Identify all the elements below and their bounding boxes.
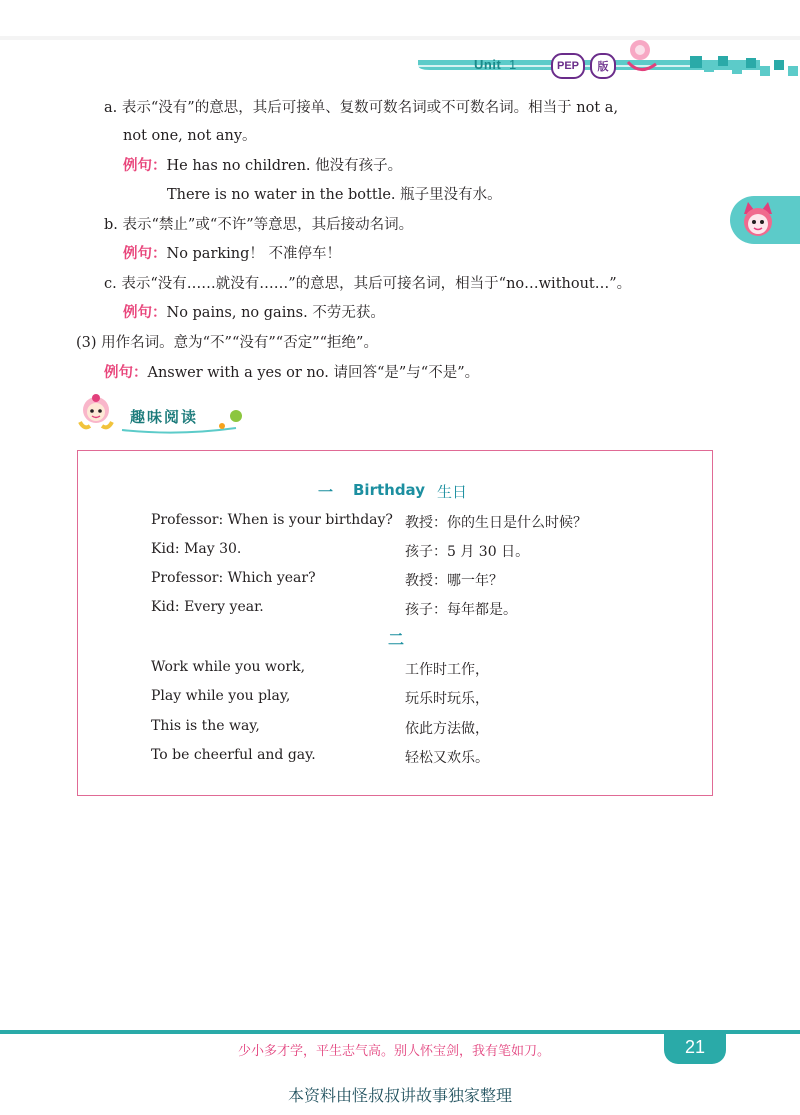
dialogue-zh-3: 教授：哪一年？ bbox=[405, 573, 503, 589]
poem-en-2: Play while you play, bbox=[151, 688, 291, 704]
example-3-text: Answer with a yes or no. 请回答“是”与“不是”。 bbox=[147, 365, 480, 381]
example-a-1-text: He has no children. 他没有孩子。 bbox=[166, 158, 403, 174]
edition-badge: 版 bbox=[590, 53, 616, 79]
poem-en-4: To be cheerful and gay. bbox=[151, 747, 316, 763]
usage-3-line: (3) 用作名词。意为“不”“没有”“否定”“拒绝”。 bbox=[76, 335, 378, 351]
example-label: 例句： bbox=[123, 158, 167, 174]
example-c-text: No pains, no gains. 不劳无获。 bbox=[166, 305, 385, 321]
credit-line: 本资料由怪叔叔讲故事独家整理 bbox=[287, 1086, 512, 1105]
mascot-face-icon bbox=[738, 200, 778, 240]
usage-a-line-2: not one, not any。 bbox=[123, 128, 257, 144]
reading-part-two: 二 bbox=[387, 630, 404, 649]
dialogue-zh-1: 教授：你的生日是什么时候？ bbox=[405, 515, 587, 531]
example-label: 例句： bbox=[104, 365, 148, 381]
example-c bbox=[123, 303, 385, 323]
example-a-2: There is no water in the bottle. 瓶子里没有水。 bbox=[167, 187, 502, 203]
usage-a-line-1: a. 表示“没有”的意思，其后可接单、复数可数名词或不可数名词。相当于 not a, bbox=[104, 100, 619, 116]
dialogue-en-4: Kid: Every year. bbox=[151, 599, 264, 615]
dialogue-en-2: Kid: May 30. bbox=[151, 541, 242, 557]
header-decoration bbox=[0, 36, 800, 86]
side-tab bbox=[730, 196, 800, 244]
poem-zh-2: 玩乐时玩乐， bbox=[405, 691, 489, 707]
poem-en-1: Work while you work, bbox=[151, 659, 306, 675]
example-3 bbox=[104, 363, 479, 383]
example-label: 例句： bbox=[123, 305, 167, 321]
poem-zh-3: 依此方法做， bbox=[405, 721, 489, 737]
example-label: 例句： bbox=[123, 246, 167, 262]
unit-number: 1 bbox=[509, 57, 517, 72]
example-a-1 bbox=[123, 156, 402, 176]
example-b-text: No parking！ 不准停车！ bbox=[166, 246, 342, 262]
unit-label: Unit bbox=[474, 57, 502, 72]
poem-zh-1: 工作时工作， bbox=[405, 662, 489, 678]
reading-title-number: 一 bbox=[318, 483, 334, 501]
poem-en-3: This is the way, bbox=[151, 718, 260, 734]
usage-c-line: c. 表示“没有……就没有……”的意思，其后可接名词，相当于“no…without…”。 bbox=[104, 276, 632, 292]
section-title: 趣味阅读 bbox=[130, 408, 199, 426]
dialogue-en-1: Professor: When is your birthday? bbox=[151, 512, 393, 528]
poem-zh-4: 轻松又欢乐。 bbox=[405, 750, 489, 766]
reading-title-en: Birthday bbox=[353, 481, 425, 499]
pep-badge: PEP bbox=[551, 53, 585, 79]
usage-b-line: b. 表示“禁止”或“不许”等意思，其后接动名词。 bbox=[104, 217, 414, 233]
reading-title-zh: 生日 bbox=[437, 483, 468, 501]
example-b bbox=[123, 244, 341, 264]
dialogue-en-3: Professor: Which year? bbox=[151, 570, 316, 586]
reading-box bbox=[77, 450, 713, 796]
page-number: 21 bbox=[684, 1037, 706, 1057]
dialogue-zh-4: 孩子：每年都是。 bbox=[405, 602, 517, 618]
footer-motto: 少小多才学，平生志气高。别人怀宝剑，我有笔如刀。 bbox=[238, 1044, 551, 1059]
dialogue-zh-2: 孩子：5 月 30 日。 bbox=[405, 544, 530, 560]
girl-mascot-icon bbox=[74, 392, 118, 436]
